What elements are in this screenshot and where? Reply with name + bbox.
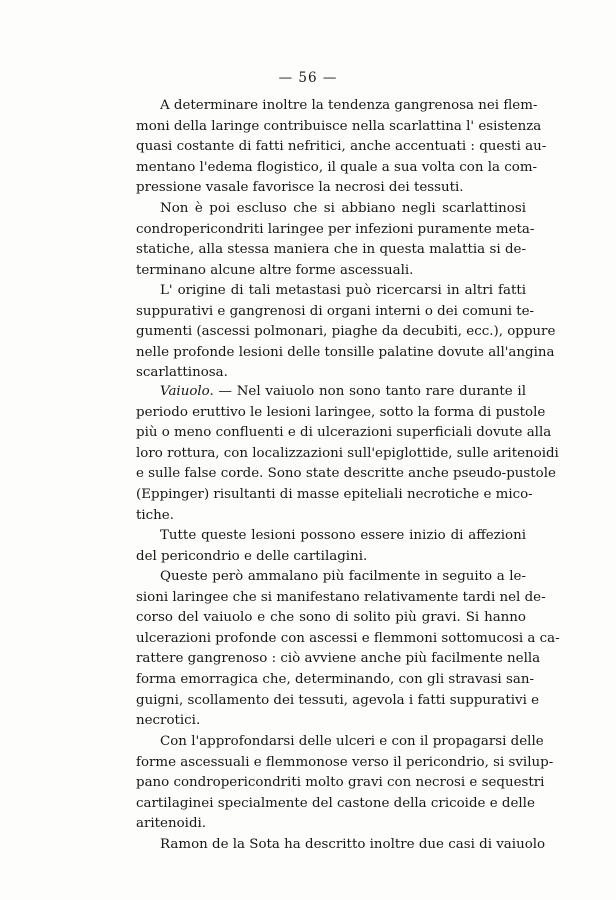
- paragraph-3: [136, 281, 556, 384]
- text-line: Tutte queste lesioni possono essere inizio di affezioni: [160, 528, 526, 543]
- section-title: Vaiuolo.: [160, 384, 214, 399]
- text-line: A determinare inoltre la tendenza gangrenosa nei flem-: [160, 98, 538, 113]
- text-line: suppurativi e gangrenosi di organi interni o dei comuni te-: [136, 303, 535, 319]
- text-line: Queste però ammalano più facilmente in seguito a le-: [160, 569, 526, 584]
- text-line: moni della laringe contribuisce nella scarlattina l' esistenza: [136, 118, 542, 134]
- page-number: — 56 —: [278, 70, 338, 86]
- text-line: ulcerazioni profonde con ascessi e flemmoni sottomucosi a ca-: [136, 630, 560, 646]
- paragraph-2: [136, 199, 535, 281]
- text-line: più o meno confluenti e di ulcerazioni superficiali dovute alla: [136, 425, 552, 441]
- paragraph-4: [136, 382, 559, 526]
- text-line: nelle profonde lesioni delle tonsille palatine dovute all'angina: [136, 344, 555, 360]
- text-line: (Eppinger) risultanti di masse epiteliali necrotiche e mico-: [136, 486, 533, 502]
- text-line: e sulle false corde. Sono state descritte anche pseudo-pustole: [136, 466, 556, 482]
- text-line: corso del vaiuolo e che sono di solito più gravi. Si hanno: [136, 610, 526, 626]
- text-line: [136, 382, 526, 403]
- paragraph-7: [136, 732, 554, 835]
- text-line: quasi costante di fatti nefritici, anche accentuati : questi au-: [136, 139, 547, 155]
- paragraph-1: [136, 96, 547, 199]
- text-line: Non è poi escluso che si abbiano negli scarlattinosi: [160, 201, 526, 216]
- text-line: forme ascessuali e flemmonose verso il pericondrio, si svilup-: [136, 754, 554, 770]
- text-line: del pericondrio e delle cartilagini.: [136, 548, 368, 564]
- text-line: statiche, alla stessa maniera che in questa malattia si de-: [136, 242, 526, 258]
- text-line: L' origine di tali metastasi può ricercarsi in altri fatti: [160, 283, 526, 298]
- text-line: cartilaginei specialmente del castone della cricoide e delle: [136, 795, 535, 811]
- text-line: forma emorragica che, determinando, con gli stravasi san-: [136, 671, 534, 687]
- text-line: terminano alcune altre forme ascessuali.: [136, 262, 414, 278]
- text-line: rattere gangrenoso : ciò avviene anche più facilmente nella: [136, 651, 541, 667]
- text-line: tiche.: [136, 507, 174, 523]
- text-line: loro rottura, con localizzazioni sull'epiglottide, sulle aritenoidi: [136, 445, 559, 461]
- paragraph-5: [136, 526, 526, 567]
- text-line: pano condropericondriti molto gravi con necrosi e sequestri: [136, 775, 545, 791]
- text-line-rest: — Nel vaiuolo non sono tanto rare durante il: [213, 384, 526, 399]
- text-line: aritenoidi.: [136, 816, 207, 832]
- text-line: pressione vasale favorisce la necrosi dei tessuti.: [136, 180, 464, 196]
- text-line: guigni, scollamento dei tessuti, agevola i fatti suppurativi e: [136, 692, 540, 708]
- text-line: periodo eruttivo le lesioni laringee, sotto la forma di pustole: [136, 404, 546, 420]
- text-line: mentano l'edema flogistico, il quale a sua volta con la com-: [136, 159, 538, 175]
- paragraph-6: [136, 567, 560, 732]
- text-line: Ramon de la Sota ha descritto inoltre due casi di vaiuolo: [160, 837, 546, 852]
- text-line: necrotici.: [136, 713, 201, 729]
- text-line: sioni laringee che si manifestano relativamente tardi nel de-: [136, 589, 546, 605]
- text-line: gumenti (ascessi polmonari, piaghe da decubiti, ecc.), oppure: [136, 324, 556, 340]
- text-line: condropericondriti laringee per infezioni puramente meta-: [136, 221, 535, 237]
- text-line: Con l'approfondarsi delle ulceri e con il propagarsi delle: [160, 734, 544, 749]
- text-line: scarlattinosa.: [136, 365, 228, 381]
- paragraph-8: [136, 835, 546, 856]
